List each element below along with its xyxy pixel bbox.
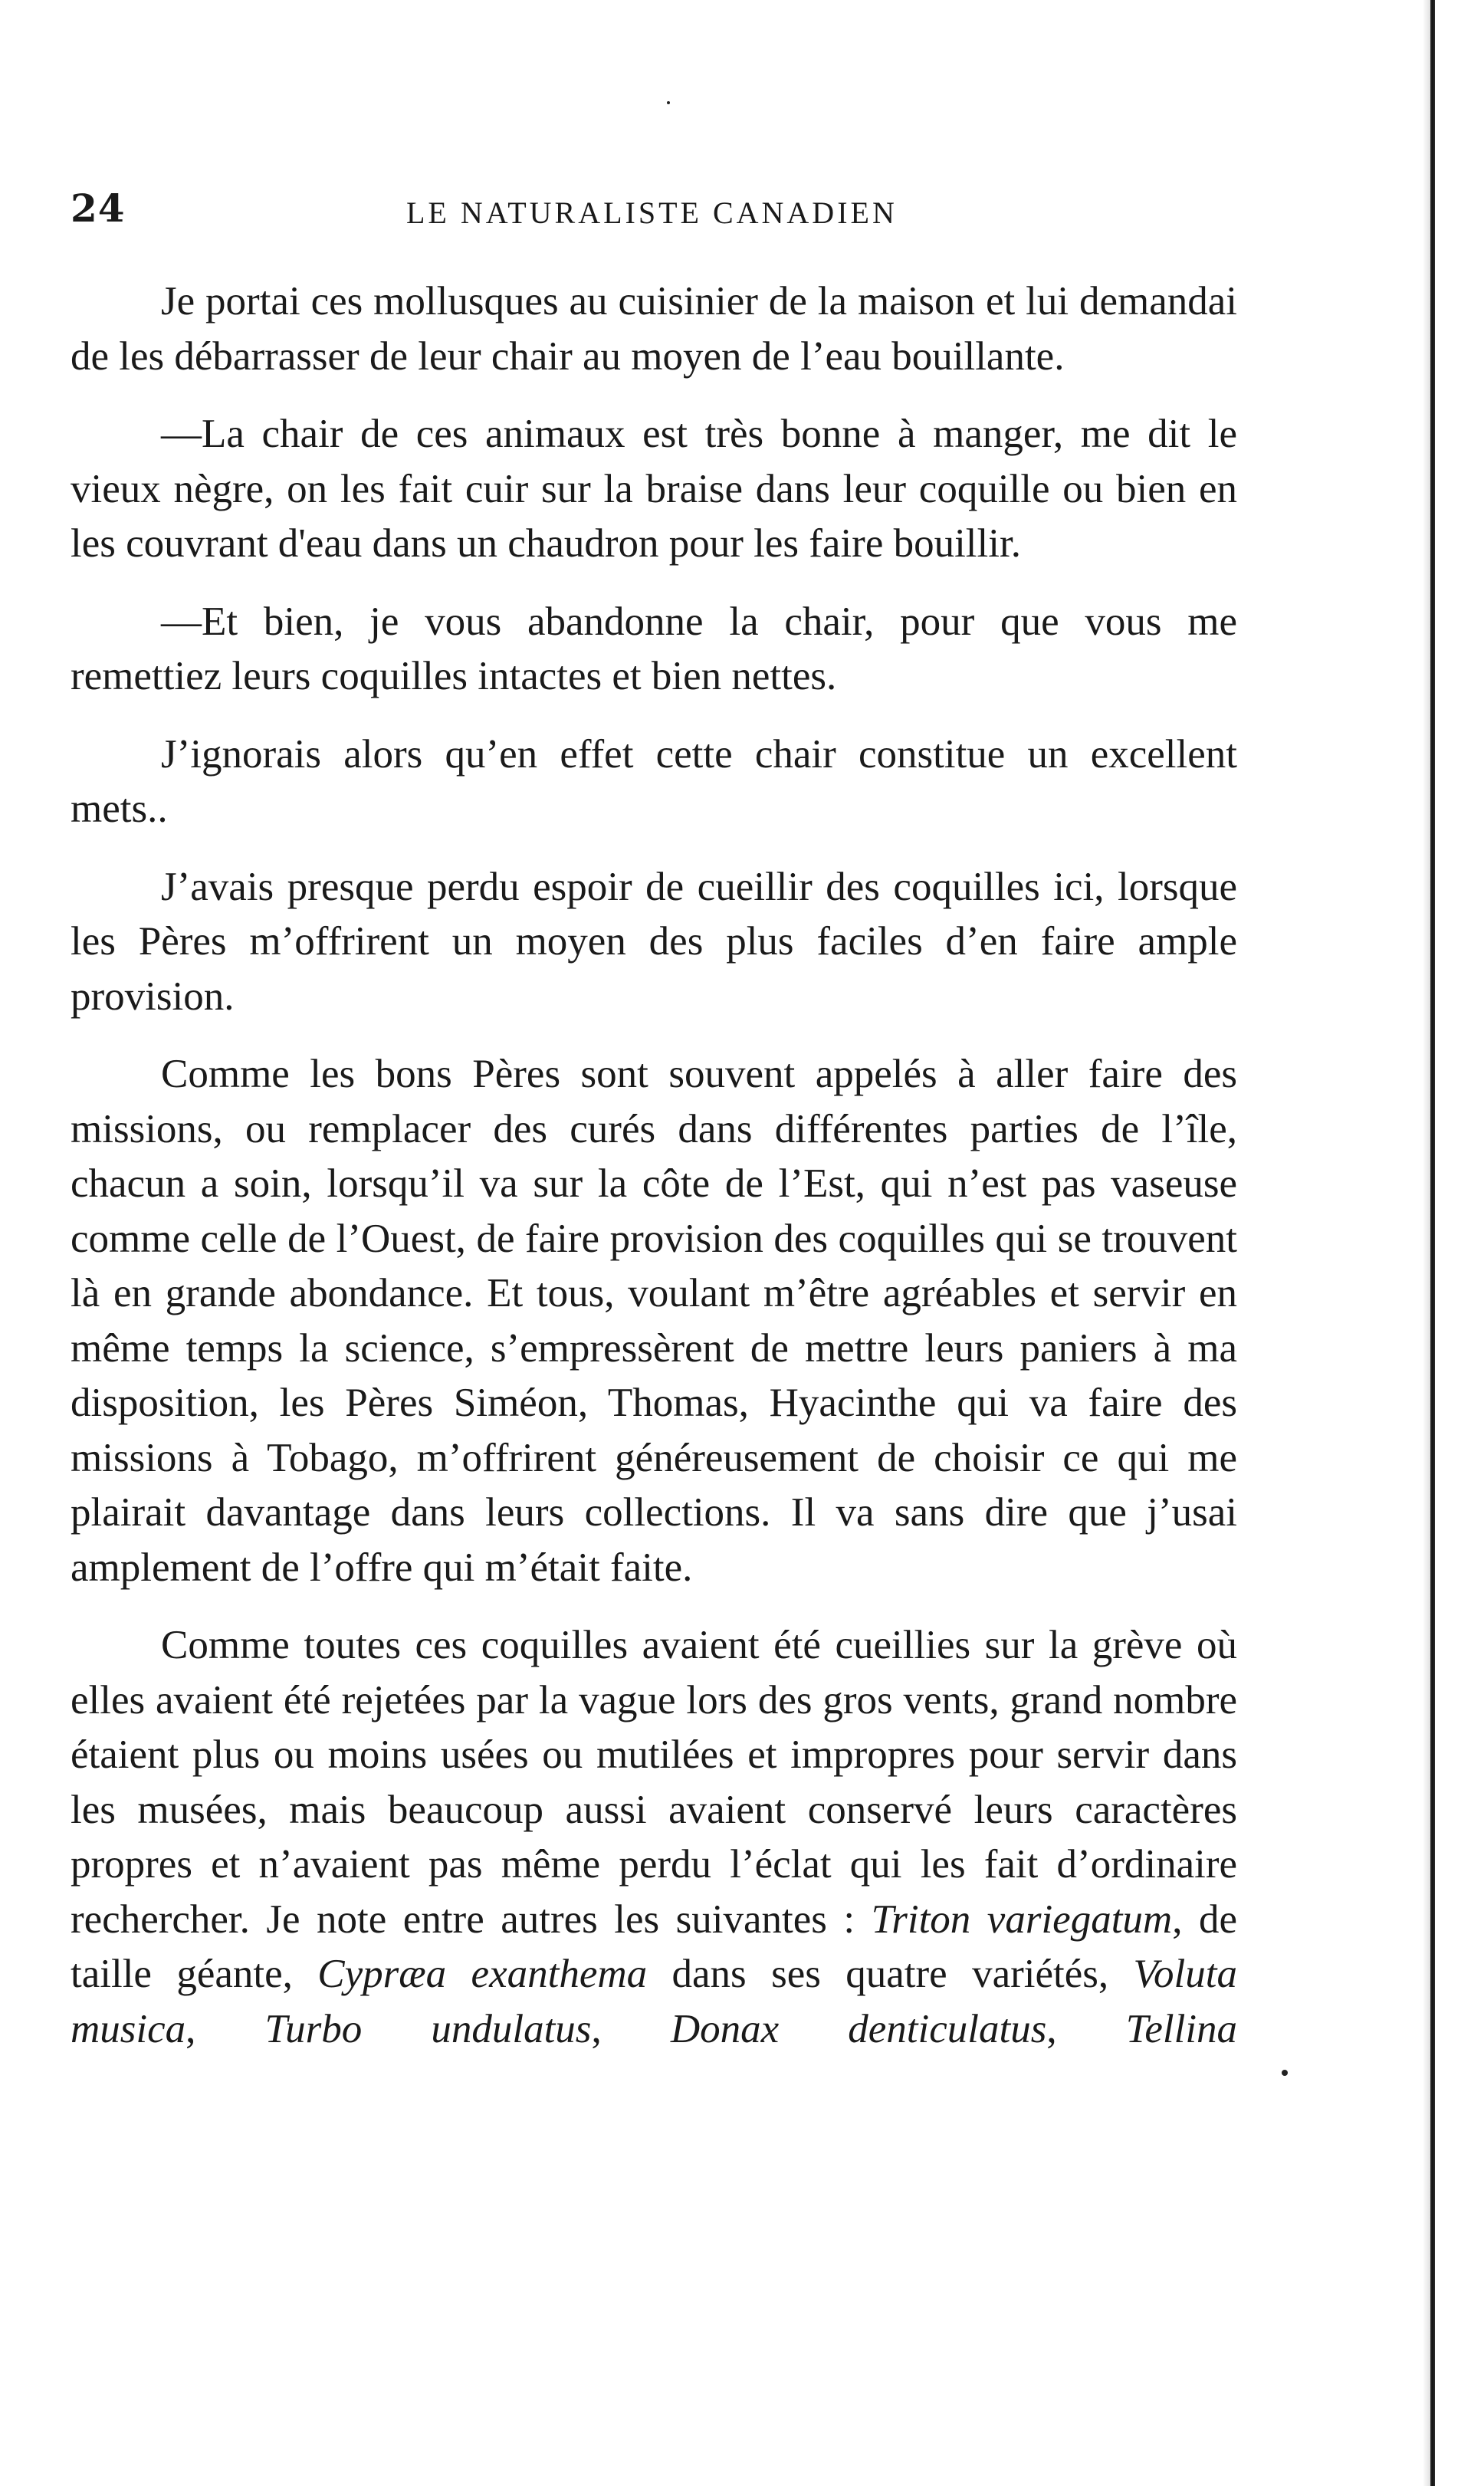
ink-speck xyxy=(1282,2070,1288,2076)
species-name: Triton variegatum xyxy=(871,1897,1173,1942)
paragraph-3: —Et bien, je vous abandonne la chair, pour que vous me remettiez leurs coquilles intactes et bien nettes. xyxy=(71,599,1237,698)
page-edge-line xyxy=(1430,0,1435,2486)
separator: , xyxy=(1046,2006,1126,2051)
paragraph-7-text: , de taille géante, xyxy=(71,1897,1237,1996)
species-name: Voluta musica xyxy=(71,1952,1237,2051)
ink-speck xyxy=(667,101,670,104)
species-name: Donax denticulatus xyxy=(670,2006,1047,2051)
paragraph-2: —La chair de ces animaux est très bonne à manger, me dit le vieux nègre, on les fait cuir sur la braise dans leur coquille ou bien en les couvrant d'eau dans un chaudron pour les faire bouillir. xyxy=(71,412,1237,566)
species-name: Tellina xyxy=(1125,2006,1238,2051)
species-name: Cypræa exanthema xyxy=(317,1952,648,1996)
body-text xyxy=(71,274,1237,2057)
running-head: LE NATURALISTE CANADIEN xyxy=(406,195,898,230)
paragraph-7-text: dans ses quatre variétés, xyxy=(647,1952,1134,1996)
species-name: Turbo undulatus xyxy=(264,2006,592,2051)
page-edge-shadow xyxy=(1423,0,1430,2486)
paragraph-6: Comme les bons Pères sont souvent appelés à aller faire des missions, ou remplacer des curés dans différentes parties de l’île, chacun a soin, lorsqu’il va sur la côte de l’Est, qui n’est pas vaseuse comme celle de l’Ouest, de faire provision des coquilles qui se trouvent là en grande abondance. Et tous, voulant m’être agréables et servir en même temps la science, s’empressèrent de mettre leurs paniers à ma disposition, les Pères Siméon, Thomas, Hyacinthe qui va faire des missions à Tobago, m’offrirent généreusement de choisir ce qui me plairait davantage dans leurs collections. Il va sans dire que j’usai amplement de l’offre qui m’était faite. xyxy=(71,1052,1237,1590)
page-number: 24 xyxy=(71,186,126,231)
separator: , xyxy=(591,2006,671,2051)
page-header xyxy=(71,186,1237,232)
paragraph-1: Je portai ces mollusques au cuisinier de la maison et lui demandai de les débarrasser de leur chair au moyen de l’eau bouillante. xyxy=(71,279,1237,379)
paragraph-7 xyxy=(71,1618,1237,2057)
paragraph-4: J’ignorais alors qu’en effet cette chair constitue un excellent mets.. xyxy=(71,731,1237,831)
paragraph-5: J’avais presque perdu espoir de cueillir des coquilles ici, lorsque les Pères m’offrirent un moyen des plus faciles d’en faire ample provision. xyxy=(71,864,1237,1019)
paragraph-7-text-before: Comme toutes ces coquilles avaient été cueillies sur la grève où elles avaient été rejetées par la vague lors des gros vents, grand nombre étaient plus ou moins usées ou mutilées et impropres pour servir dans les musées, mais beaucoup aussi avaient conservé leurs caractères propres et n’avaient pas même perdu l’éclat qui les fait d’ordinaire rechercher. Je note entre autres les suivantes : xyxy=(71,1623,1237,1942)
separator: , xyxy=(186,2006,265,2051)
